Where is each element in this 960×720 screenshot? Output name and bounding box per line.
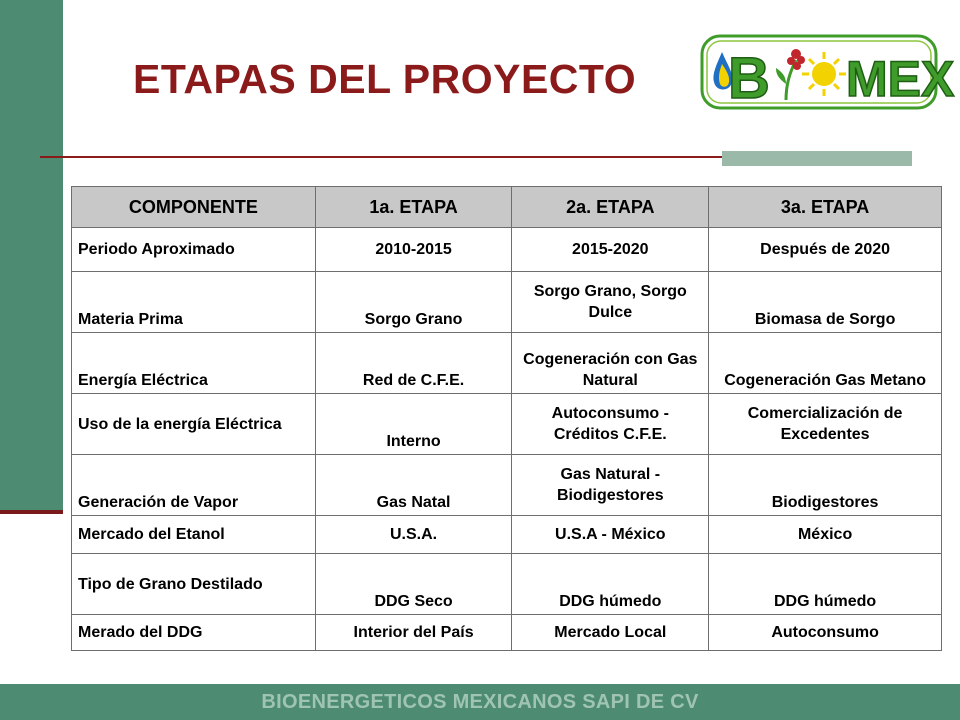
cell-etapa-3: Biodigestores <box>709 455 942 516</box>
cell-component: Periodo Aproximado <box>72 228 316 272</box>
cell-component: Tipo de Grano Destilado <box>72 554 316 615</box>
table-header-row <box>72 187 942 228</box>
cell-etapa-3: DDG húmedo <box>709 554 942 615</box>
stages-table <box>71 186 942 651</box>
cell-component: Generación de Vapor <box>72 455 316 516</box>
cell-etapa-3: México <box>709 516 942 554</box>
cell-etapa-3: Biomasa de Sorgo <box>709 272 942 333</box>
cell-etapa-2: 2015-2020 <box>512 228 709 272</box>
cell-etapa-2: Cogeneración con Gas Natural <box>512 333 709 394</box>
cell-etapa-2: Sorgo Grano, Sorgo Dulce <box>512 272 709 333</box>
cell-component: Uso de la energía Eléctrica <box>72 394 316 455</box>
table-row <box>72 455 942 516</box>
biomex-logo-graphic <box>700 34 955 111</box>
table-row <box>72 516 942 554</box>
cell-etapa-1: U.S.A. <box>315 516 512 554</box>
cell-etapa-3: Cogeneración Gas Metano <box>709 333 942 394</box>
cell-component: Mercado del Etanol <box>72 516 316 554</box>
table-row <box>72 554 942 615</box>
footer-bar <box>0 684 960 720</box>
cell-etapa-3: Después de 2020 <box>709 228 942 272</box>
header-etapa-1: 1a. ETAPA <box>315 187 512 228</box>
svg-text:B: B <box>728 46 770 111</box>
cell-etapa-1: DDG Seco <box>315 554 512 615</box>
cell-etapa-2: DDG húmedo <box>512 554 709 615</box>
cell-etapa-1: Red de C.F.E. <box>315 333 512 394</box>
table-row <box>72 615 942 651</box>
header-etapa-2: 2a. ETAPA <box>512 187 709 228</box>
left-accent-bar-edge <box>0 510 63 514</box>
svg-text:MEX: MEX <box>846 51 955 107</box>
cell-etapa-3: Comercialización de Excedentes <box>709 394 942 455</box>
cell-etapa-1: Gas Natal <box>315 455 512 516</box>
cell-etapa-1: Sorgo Grano <box>315 272 512 333</box>
cell-component: Merado del DDG <box>72 615 316 651</box>
cell-etapa-2: U.S.A - México <box>512 516 709 554</box>
cell-etapa-2: Gas Natural - Biodigestores <box>512 455 709 516</box>
header-componente: COMPONENTE <box>72 187 316 228</box>
cell-component: Energía Eléctrica <box>72 333 316 394</box>
cell-etapa-1: Interior del País <box>315 615 512 651</box>
table-row <box>72 394 942 455</box>
table-row <box>72 272 942 333</box>
table-row <box>72 333 942 394</box>
page-title: ETAPAS DEL PROYECTO <box>133 56 637 102</box>
cell-etapa-1: Interno <box>315 394 512 455</box>
cell-component: Materia Prima <box>72 272 316 333</box>
cell-etapa-2: Autoconsumo - Créditos C.F.E. <box>512 394 709 455</box>
cell-etapa-3: Autoconsumo <box>709 615 942 651</box>
cell-etapa-1: 2010-2015 <box>315 228 512 272</box>
cell-etapa-2: Mercado Local <box>512 615 709 651</box>
footer-company-name: BIOENERGETICOS MEXICANOS SAPI DE CV <box>261 691 699 713</box>
header-etapa-3: 3a. ETAPA <box>709 187 942 228</box>
title-underline-accent <box>722 151 912 166</box>
biomex-logo <box>700 34 955 111</box>
left-accent-bar <box>0 0 63 512</box>
table-row <box>72 228 942 272</box>
